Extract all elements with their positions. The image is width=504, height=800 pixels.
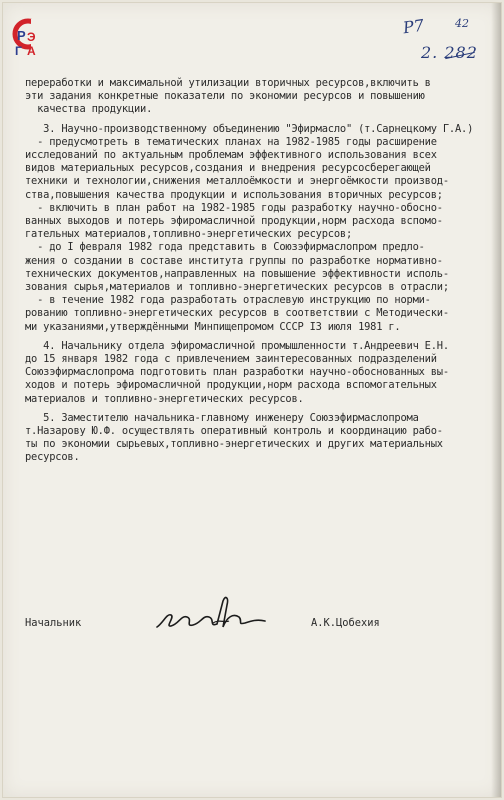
svg-text:Э: Э	[27, 30, 36, 44]
document-line: ходов и потерь эфиромасличной продукции,норм расхода вспомогательных	[25, 379, 437, 392]
document-line: ты по экономии сырьевых,топливно-энергетических и других материальных	[25, 438, 443, 451]
document-line: - предусмотреть в тематических планах на 1982-1985 годы расширение	[25, 135, 437, 148]
document-line: исследований по актуальным проблемам эффективного использования всех	[25, 149, 437, 162]
document-line: технических документов,направленных на повышение эффективности исполь-	[25, 267, 449, 280]
document-line: 3. Научно-производственному объединению "Эфирмасло" (т.Сарнецкому Г.А.)	[25, 122, 474, 135]
document-body	[25, 77, 501, 465]
document-line: ресурсов.	[25, 451, 80, 464]
document-line: т.Назарову Ю.Ф. осуществлять оперативный контроль и координацию рабо-	[25, 425, 443, 438]
document-line: ми указаниями,утверждёнными Минпищепромом СССР I3 июля 1981 г.	[25, 320, 401, 333]
fond-mark: Р7	[401, 15, 426, 38]
document-line: ванных выходов и потерь эфиромасличной продукции,норм расхода вспомо-	[25, 215, 443, 228]
svg-text:Р: Р	[17, 28, 26, 43]
document-line: - включить в план работ на 1982-1985 годы разработку научно-обосно-	[25, 201, 443, 214]
document-line: жения о создании в составе института группы по разработке нормативно-	[25, 254, 443, 267]
document-line: техники и технологии,снижения металлоёмкости и энергоёмкости производ-	[25, 175, 449, 188]
document-line: видов материальных ресурсов,создания и внедрения ресурсосберегающей	[25, 162, 431, 175]
signatory-title: Начальник	[25, 617, 82, 629]
svg-text:А: А	[27, 44, 36, 57]
document-line: 5. Заместителю начальника-главному инженеру Союзэфирмаслопрома	[25, 411, 419, 424]
document-line: зования сырья,материалов и топливно-энергетических ресурсов в отрасли;	[25, 281, 449, 294]
sheet-mark: 42	[455, 17, 469, 30]
rgae-archive-logo	[11, 17, 45, 57]
document-line: ства,повышения качества продукции и использования вторичных ресурсов;	[25, 188, 443, 201]
signature-block	[25, 615, 495, 645]
svg-text:Г: Г	[15, 44, 22, 57]
document-line: - до I февраля 1982 года представить в Союзэфирмаслопром предло-	[25, 241, 425, 254]
document-line: Союзэфирмаслопрома подготовить план разработки научно-обоснованных вы-	[25, 366, 449, 379]
signatory-name: А.К.Цобехия	[311, 617, 380, 629]
handwritten-signature	[153, 593, 283, 637]
page-number: 2. 282	[421, 43, 478, 62]
document-line: эти задания конкретные показатели по экономии ресурсов и повышению	[25, 90, 425, 103]
document-line: гательных материалов,топливно-энергетических ресурсов;	[25, 228, 353, 241]
document-line: 4. Начальнику отдела эфиромасличной промышленности т.Андреевич Е.Н.	[25, 339, 449, 352]
document-line: переработки и максимальной утилизации вторичных ресурсов,включить в	[25, 77, 431, 89]
document-line: рованию топливно-энергетических ресурсов в соответствии с Методически-	[25, 307, 449, 320]
archive-page-marking	[399, 15, 489, 69]
document-page	[2, 2, 502, 798]
document-line: материалов и топливно-энергетических ресурсов.	[25, 392, 304, 405]
document-line: до 15 января 1982 года с привлечением заинтересованных подразделений	[25, 353, 437, 366]
document-line: качества продукции.	[25, 103, 153, 116]
document-line: - в течение 1982 года разработать отраслевую инструкцию по норми-	[25, 294, 431, 307]
